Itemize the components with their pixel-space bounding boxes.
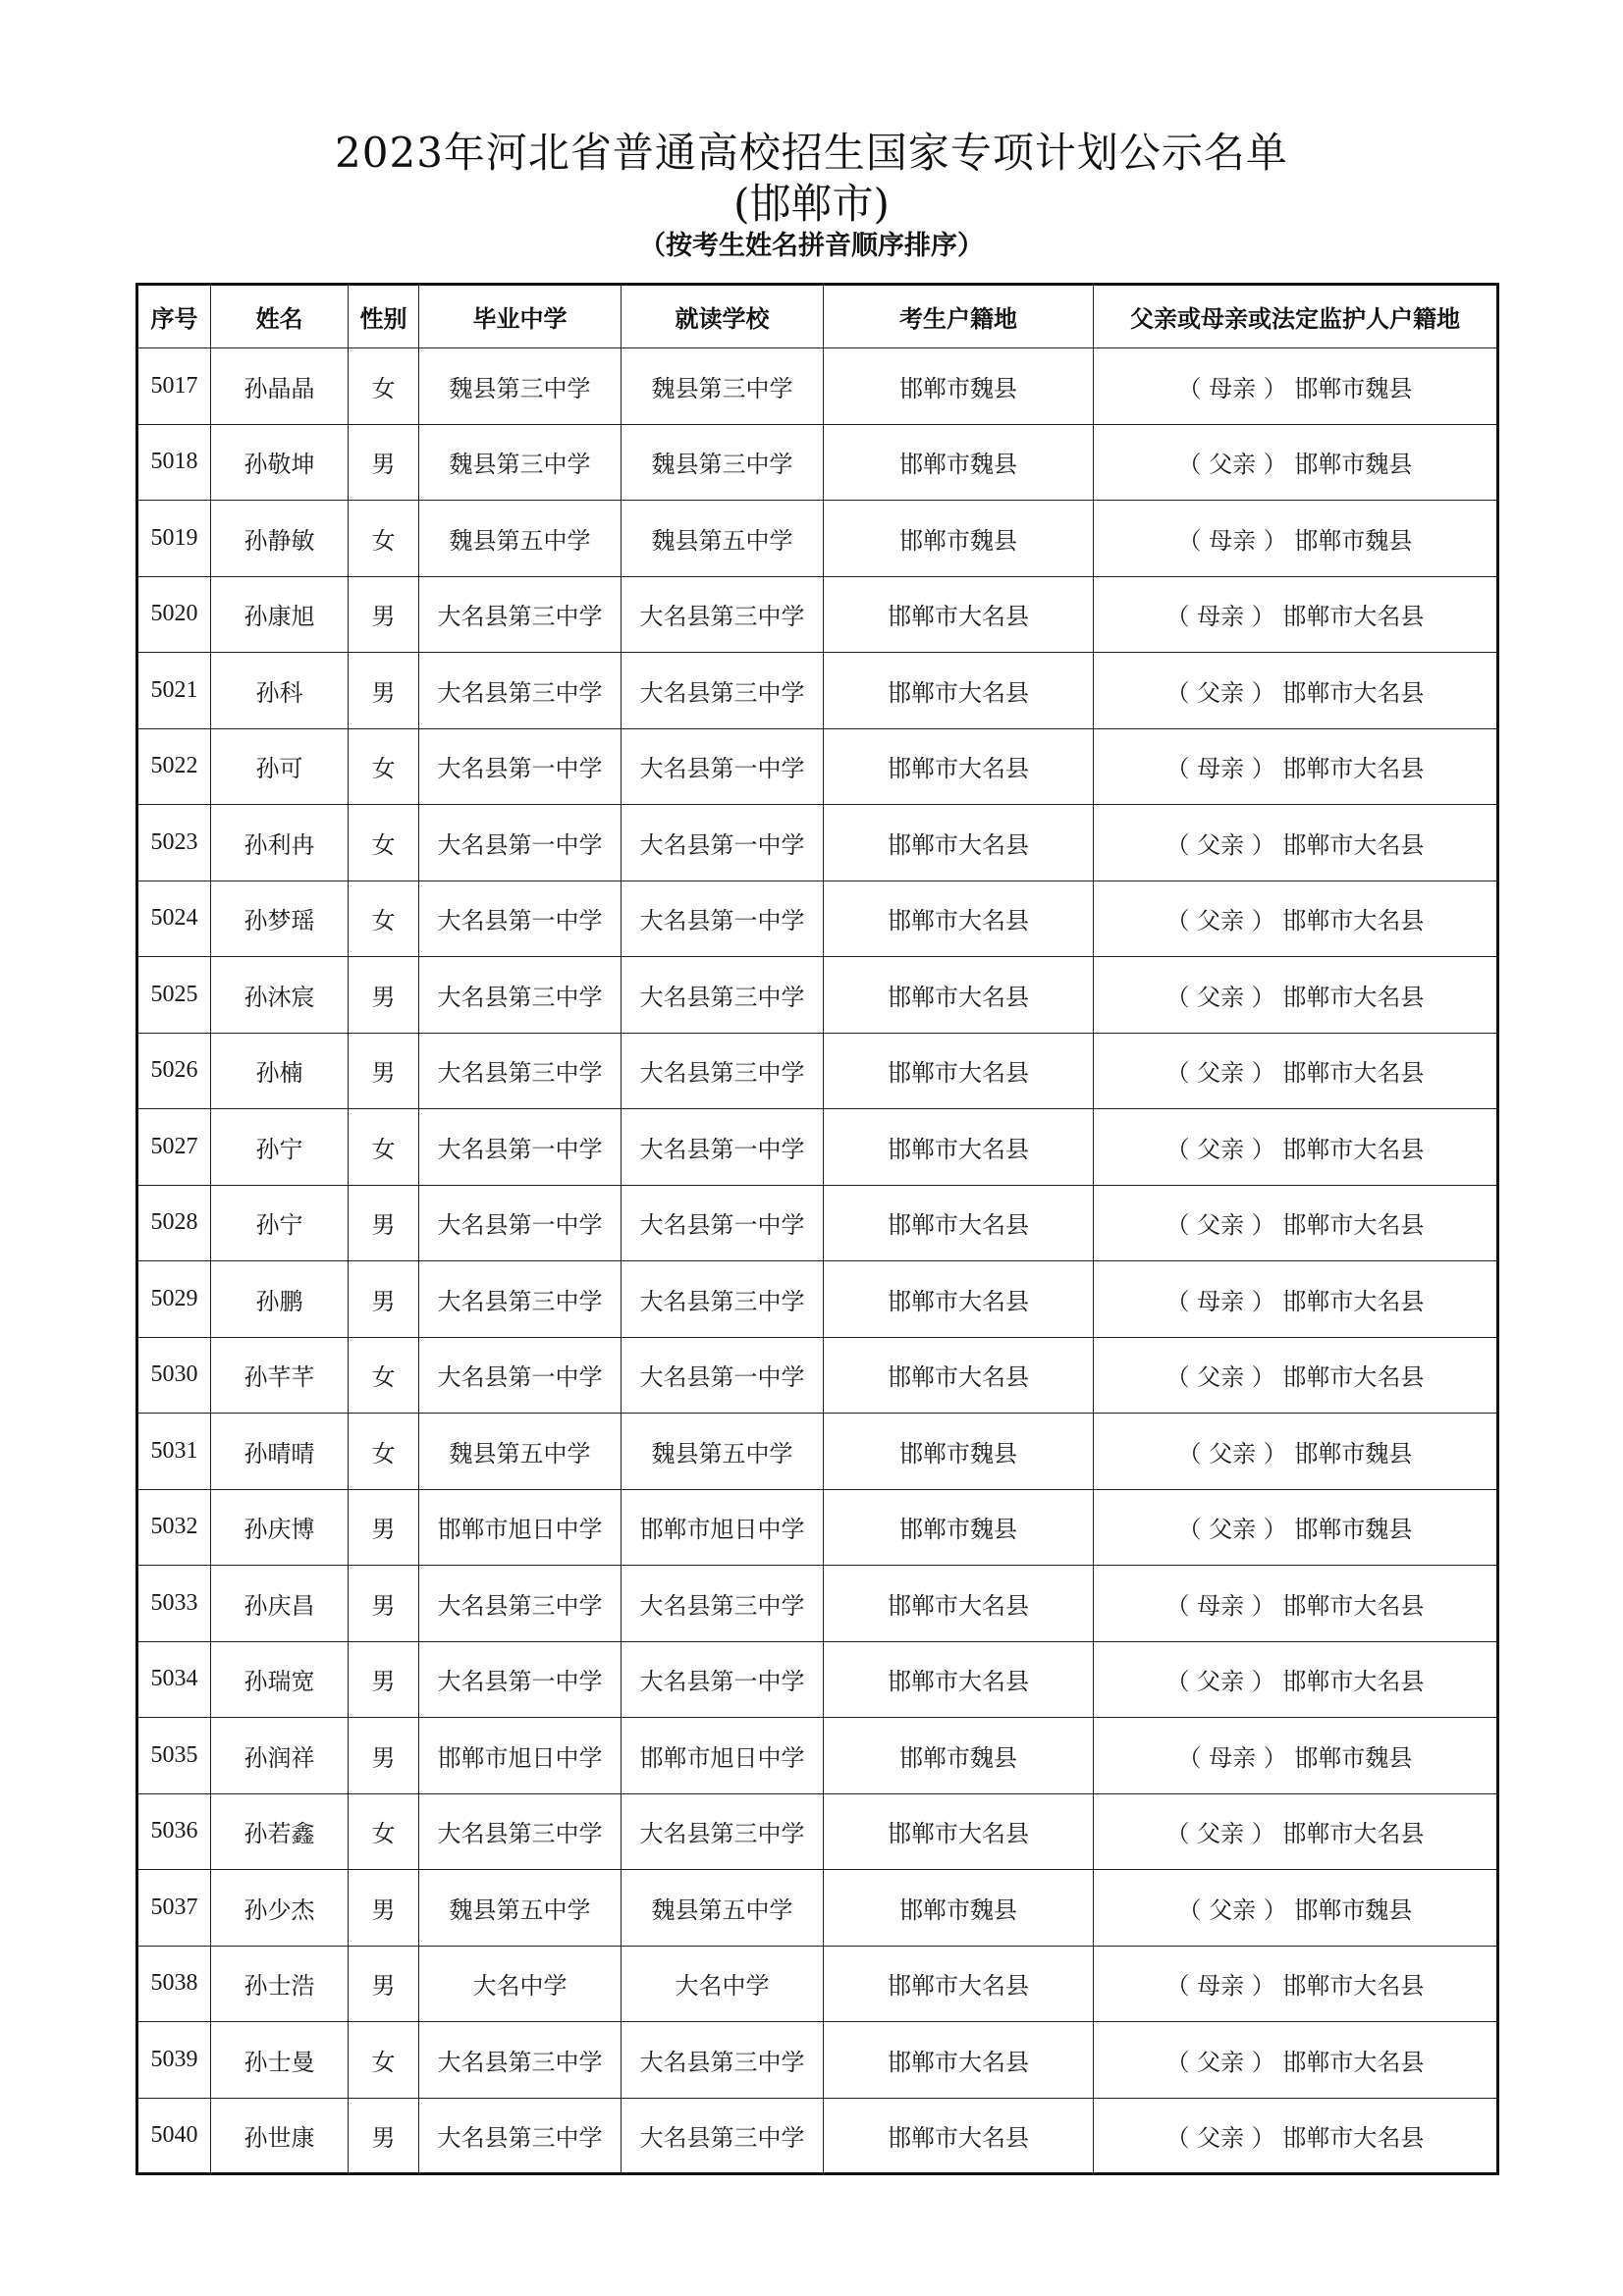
col-header-seq: 序号 xyxy=(137,285,211,348)
cell-gender: 男 xyxy=(349,1870,419,1947)
cell-seq: 5028 xyxy=(137,1185,211,1261)
cell-grad-school: 魏县第五中学 xyxy=(419,501,622,577)
cell-current-school: 魏县第五中学 xyxy=(622,1414,824,1490)
cell-grad-school: 大名县第一中学 xyxy=(419,728,622,805)
table-row xyxy=(137,1185,1498,1261)
cell-guardian-hukou: （ 父亲 ） 邯郸市魏县 xyxy=(1094,1870,1498,1947)
cell-grad-school: 大名县第一中学 xyxy=(419,805,622,881)
cell-guardian-hukou: （ 父亲 ） 邯郸市大名县 xyxy=(1094,653,1498,729)
cell-guardian-hukou: （ 母亲 ） 邯郸市魏县 xyxy=(1094,1718,1498,1794)
sort-note: （按考生姓名拼音顺序排序） xyxy=(639,231,984,261)
cell-gender: 男 xyxy=(349,576,419,653)
cell-gender: 男 xyxy=(349,1718,419,1794)
cell-gender: 男 xyxy=(349,1566,419,1642)
cell-current-school: 大名县第一中学 xyxy=(622,1641,824,1718)
cell-gender: 女 xyxy=(349,501,419,577)
cell-hukou: 邯郸市大名县 xyxy=(824,653,1094,729)
cell-grad-school: 大名县第一中学 xyxy=(419,1337,622,1414)
cell-current-school: 大名县第一中学 xyxy=(622,881,824,957)
cell-current-school: 魏县第五中学 xyxy=(622,1870,824,1947)
cell-current-school: 魏县第三中学 xyxy=(622,424,824,501)
cell-name: 孙利冉 xyxy=(211,805,349,881)
cell-hukou: 邯郸市魏县 xyxy=(824,348,1094,425)
cell-grad-school: 邯郸市旭日中学 xyxy=(419,1718,622,1794)
cell-current-school: 大名县第三中学 xyxy=(622,2022,824,2099)
cell-grad-school: 魏县第三中学 xyxy=(419,424,622,501)
table-body xyxy=(137,348,1498,2174)
cell-name: 孙润祥 xyxy=(211,1718,349,1794)
table-row xyxy=(137,805,1498,881)
cell-current-school: 大名县第三中学 xyxy=(622,957,824,1034)
cell-gender: 男 xyxy=(349,1641,419,1718)
cell-current-school: 邯郸市旭日中学 xyxy=(622,1489,824,1566)
cell-seq: 5031 xyxy=(137,1414,211,1490)
cell-gender: 女 xyxy=(349,805,419,881)
cell-grad-school: 大名县第一中学 xyxy=(419,1185,622,1261)
cell-grad-school: 大名县第三中学 xyxy=(419,1793,622,1870)
cell-current-school: 大名中学 xyxy=(622,1946,824,2022)
table-row xyxy=(137,1641,1498,1718)
cell-grad-school: 大名县第一中学 xyxy=(419,1641,622,1718)
cell-grad-school: 大名县第三中学 xyxy=(419,2022,622,2099)
cell-grad-school: 魏县第五中学 xyxy=(419,1414,622,1490)
table-row xyxy=(137,1109,1498,1186)
cell-current-school: 大名县第一中学 xyxy=(622,728,824,805)
cell-gender: 女 xyxy=(349,2022,419,2099)
cell-current-school: 大名县第一中学 xyxy=(622,1337,824,1414)
table-row xyxy=(137,1870,1498,1947)
cell-hukou: 邯郸市大名县 xyxy=(824,957,1094,1034)
cell-seq: 5029 xyxy=(137,1261,211,1338)
cell-name: 孙可 xyxy=(211,728,349,805)
cell-gender: 女 xyxy=(349,348,419,425)
table-row xyxy=(137,1414,1498,1490)
cell-grad-school: 魏县第三中学 xyxy=(419,348,622,425)
cell-gender: 女 xyxy=(349,1337,419,1414)
cell-name: 孙芊芊 xyxy=(211,1337,349,1414)
table-row xyxy=(137,1261,1498,1338)
cell-seq: 5040 xyxy=(137,2098,211,2174)
cell-grad-school: 大名中学 xyxy=(419,1946,622,2022)
table-row xyxy=(137,501,1498,577)
cell-guardian-hukou: （ 父亲 ） 邯郸市魏县 xyxy=(1094,1414,1498,1490)
cell-guardian-hukou: （ 母亲 ） 邯郸市大名县 xyxy=(1094,1566,1498,1642)
cell-gender: 男 xyxy=(349,653,419,729)
cell-grad-school: 大名县第三中学 xyxy=(419,1033,622,1109)
cell-current-school: 大名县第三中学 xyxy=(622,653,824,729)
cell-seq: 5024 xyxy=(137,881,211,957)
cell-hukou: 邯郸市魏县 xyxy=(824,424,1094,501)
table-row xyxy=(137,348,1498,425)
table-row xyxy=(137,1566,1498,1642)
cell-hukou: 邯郸市大名县 xyxy=(824,2022,1094,2099)
cell-seq: 5021 xyxy=(137,653,211,729)
cell-hukou: 邯郸市大名县 xyxy=(824,2098,1094,2174)
cell-grad-school: 大名县第三中学 xyxy=(419,1566,622,1642)
cell-gender: 男 xyxy=(349,957,419,1034)
cell-guardian-hukou: （ 母亲 ） 邯郸市大名县 xyxy=(1094,1261,1498,1338)
cell-gender: 男 xyxy=(349,1261,419,1338)
cell-hukou: 邯郸市大名县 xyxy=(824,1641,1094,1718)
table-row xyxy=(137,424,1498,501)
cell-name: 孙梦瑶 xyxy=(211,881,349,957)
cell-gender: 男 xyxy=(349,1489,419,1566)
cell-seq: 5039 xyxy=(137,2022,211,2099)
cell-hukou: 邯郸市大名县 xyxy=(824,1566,1094,1642)
table-row xyxy=(137,1489,1498,1566)
cell-gender: 男 xyxy=(349,1185,419,1261)
cell-hukou: 邯郸市大名县 xyxy=(824,1033,1094,1109)
cell-name: 孙康旭 xyxy=(211,576,349,653)
cell-gender: 男 xyxy=(349,2098,419,2174)
cell-gender: 男 xyxy=(349,1946,419,2022)
cell-current-school: 邯郸市旭日中学 xyxy=(622,1718,824,1794)
cell-hukou: 邯郸市大名县 xyxy=(824,1337,1094,1414)
cell-guardian-hukou: （ 母亲 ） 邯郸市大名县 xyxy=(1094,1946,1498,2022)
cell-seq: 5033 xyxy=(137,1566,211,1642)
cell-seq: 5035 xyxy=(137,1718,211,1794)
cell-grad-school: 大名县第三中学 xyxy=(419,2098,622,2174)
cell-name: 孙敬坤 xyxy=(211,424,349,501)
cell-current-school: 大名县第一中学 xyxy=(622,1109,824,1186)
cell-guardian-hukou: （ 父亲 ） 邯郸市大名县 xyxy=(1094,1337,1498,1414)
cell-grad-school: 大名县第三中学 xyxy=(419,653,622,729)
cell-name: 孙庆昌 xyxy=(211,1566,349,1642)
cell-hukou: 邯郸市大名县 xyxy=(824,1109,1094,1186)
cell-guardian-hukou: （ 母亲 ） 邯郸市魏县 xyxy=(1094,501,1498,577)
cell-hukou: 邯郸市大名县 xyxy=(824,1793,1094,1870)
cell-guardian-hukou: （ 父亲 ） 邯郸市大名县 xyxy=(1094,2022,1498,2099)
cell-name: 孙瑞宽 xyxy=(211,1641,349,1718)
cell-seq: 5023 xyxy=(137,805,211,881)
table-row xyxy=(137,2098,1498,2174)
cell-hukou: 邯郸市大名县 xyxy=(824,805,1094,881)
cell-seq: 5018 xyxy=(137,424,211,501)
cell-seq: 5026 xyxy=(137,1033,211,1109)
page-subtitle: (邯郸市) xyxy=(733,180,890,228)
table-row xyxy=(137,1337,1498,1414)
cell-guardian-hukou: （ 父亲 ） 邯郸市魏县 xyxy=(1094,1489,1498,1566)
cell-name: 孙沐宸 xyxy=(211,957,349,1034)
cell-name: 孙静敏 xyxy=(211,501,349,577)
cell-grad-school: 大名县第一中学 xyxy=(419,881,622,957)
cell-name: 孙宁 xyxy=(211,1185,349,1261)
cell-guardian-hukou: （ 父亲 ） 邯郸市大名县 xyxy=(1094,1033,1498,1109)
cell-name: 孙晶晶 xyxy=(211,348,349,425)
cell-gender: 女 xyxy=(349,1414,419,1490)
col-header-current-school: 就读学校 xyxy=(622,285,824,348)
cell-grad-school: 大名县第三中学 xyxy=(419,1261,622,1338)
cell-gender: 女 xyxy=(349,1109,419,1186)
cell-seq: 5019 xyxy=(137,501,211,577)
table-row xyxy=(137,957,1498,1034)
cell-guardian-hukou: （ 父亲 ） 邯郸市大名县 xyxy=(1094,1793,1498,1870)
cell-seq: 5032 xyxy=(137,1489,211,1566)
cell-name: 孙世康 xyxy=(211,2098,349,2174)
cell-seq: 5022 xyxy=(137,728,211,805)
table-row xyxy=(137,1718,1498,1794)
cell-guardian-hukou: （ 母亲 ） 邯郸市大名县 xyxy=(1094,728,1498,805)
cell-current-school: 大名县第三中学 xyxy=(622,2098,824,2174)
table-row xyxy=(137,728,1498,805)
cell-current-school: 魏县第三中学 xyxy=(622,348,824,425)
table-row xyxy=(137,2022,1498,2099)
cell-name: 孙晴晴 xyxy=(211,1414,349,1490)
cell-name: 孙若鑫 xyxy=(211,1793,349,1870)
col-header-hukou: 考生户籍地 xyxy=(824,285,1094,348)
cell-hukou: 邯郸市大名县 xyxy=(824,728,1094,805)
cell-hukou: 邯郸市大名县 xyxy=(824,576,1094,653)
cell-current-school: 大名县第三中学 xyxy=(622,1033,824,1109)
cell-hukou: 邯郸市大名县 xyxy=(824,881,1094,957)
cell-current-school: 大名县第三中学 xyxy=(622,1261,824,1338)
cell-gender: 男 xyxy=(349,424,419,501)
table-row xyxy=(137,653,1498,729)
cell-name: 孙庆博 xyxy=(211,1489,349,1566)
cell-hukou: 邯郸市大名县 xyxy=(824,1946,1094,2022)
cell-seq: 5038 xyxy=(137,1946,211,2022)
cell-seq: 5037 xyxy=(137,1870,211,1947)
cell-hukou: 邯郸市大名县 xyxy=(824,1261,1094,1338)
cell-hukou: 邯郸市魏县 xyxy=(824,1414,1094,1490)
cell-name: 孙楠 xyxy=(211,1033,349,1109)
col-header-guardian-hukou: 父亲或母亲或法定监护人户籍地 xyxy=(1094,285,1498,348)
table-row xyxy=(137,576,1498,653)
cell-name: 孙鹏 xyxy=(211,1261,349,1338)
cell-grad-school: 邯郸市旭日中学 xyxy=(419,1489,622,1566)
cell-current-school: 魏县第五中学 xyxy=(622,501,824,577)
roster-table xyxy=(135,283,1499,2175)
cell-guardian-hukou: （ 父亲 ） 邯郸市大名县 xyxy=(1094,1641,1498,1718)
table-row xyxy=(137,1946,1498,2022)
cell-name: 孙少杰 xyxy=(211,1870,349,1947)
cell-guardian-hukou: （ 母亲 ） 邯郸市魏县 xyxy=(1094,348,1498,425)
cell-guardian-hukou: （ 母亲 ） 邯郸市大名县 xyxy=(1094,576,1498,653)
cell-hukou: 邯郸市魏县 xyxy=(824,501,1094,577)
cell-current-school: 大名县第三中学 xyxy=(622,1566,824,1642)
cell-grad-school: 魏县第五中学 xyxy=(419,1870,622,1947)
cell-current-school: 大名县第一中学 xyxy=(622,805,824,881)
cell-name: 孙科 xyxy=(211,653,349,729)
cell-name: 孙宁 xyxy=(211,1109,349,1186)
table-row xyxy=(137,1793,1498,1870)
cell-grad-school: 大名县第三中学 xyxy=(419,576,622,653)
cell-current-school: 大名县第三中学 xyxy=(622,1793,824,1870)
table-row xyxy=(137,1033,1498,1109)
cell-gender: 女 xyxy=(349,881,419,957)
cell-seq: 5030 xyxy=(137,1337,211,1414)
table-header-row xyxy=(137,285,1498,348)
cell-guardian-hukou: （ 父亲 ） 邯郸市大名县 xyxy=(1094,1185,1498,1261)
cell-gender: 女 xyxy=(349,1793,419,1870)
cell-hukou: 邯郸市魏县 xyxy=(824,1870,1094,1947)
cell-gender: 男 xyxy=(349,1033,419,1109)
cell-hukou: 邯郸市大名县 xyxy=(824,1185,1094,1261)
cell-seq: 5025 xyxy=(137,957,211,1034)
cell-grad-school: 大名县第三中学 xyxy=(419,957,622,1034)
cell-guardian-hukou: （ 父亲 ） 邯郸市大名县 xyxy=(1094,2098,1498,2174)
cell-seq: 5036 xyxy=(137,1793,211,1870)
cell-current-school: 大名县第三中学 xyxy=(622,576,824,653)
cell-name: 孙士浩 xyxy=(211,1946,349,2022)
col-header-gender: 性别 xyxy=(349,285,419,348)
cell-seq: 5020 xyxy=(137,576,211,653)
cell-seq: 5027 xyxy=(137,1109,211,1186)
cell-hukou: 邯郸市魏县 xyxy=(824,1489,1094,1566)
cell-guardian-hukou: （ 父亲 ） 邯郸市大名县 xyxy=(1094,957,1498,1034)
page-title: 2023年河北省普通高校招生国家专项计划公示名单 xyxy=(335,129,1288,177)
cell-guardian-hukou: （ 父亲 ） 邯郸市大名县 xyxy=(1094,1109,1498,1186)
table-row xyxy=(137,881,1498,957)
cell-grad-school: 大名县第一中学 xyxy=(419,1109,622,1186)
cell-gender: 女 xyxy=(349,728,419,805)
cell-name: 孙士曼 xyxy=(211,2022,349,2099)
cell-guardian-hukou: （ 父亲 ） 邯郸市大名县 xyxy=(1094,881,1498,957)
cell-seq: 5034 xyxy=(137,1641,211,1718)
col-header-grad-school: 毕业中学 xyxy=(419,285,622,348)
cell-guardian-hukou: （ 父亲 ） 邯郸市大名县 xyxy=(1094,805,1498,881)
col-header-name: 姓名 xyxy=(211,285,349,348)
cell-current-school: 大名县第一中学 xyxy=(622,1185,824,1261)
cell-hukou: 邯郸市魏县 xyxy=(824,1718,1094,1794)
cell-guardian-hukou: （ 父亲 ） 邯郸市魏县 xyxy=(1094,424,1498,501)
cell-seq: 5017 xyxy=(137,348,211,425)
